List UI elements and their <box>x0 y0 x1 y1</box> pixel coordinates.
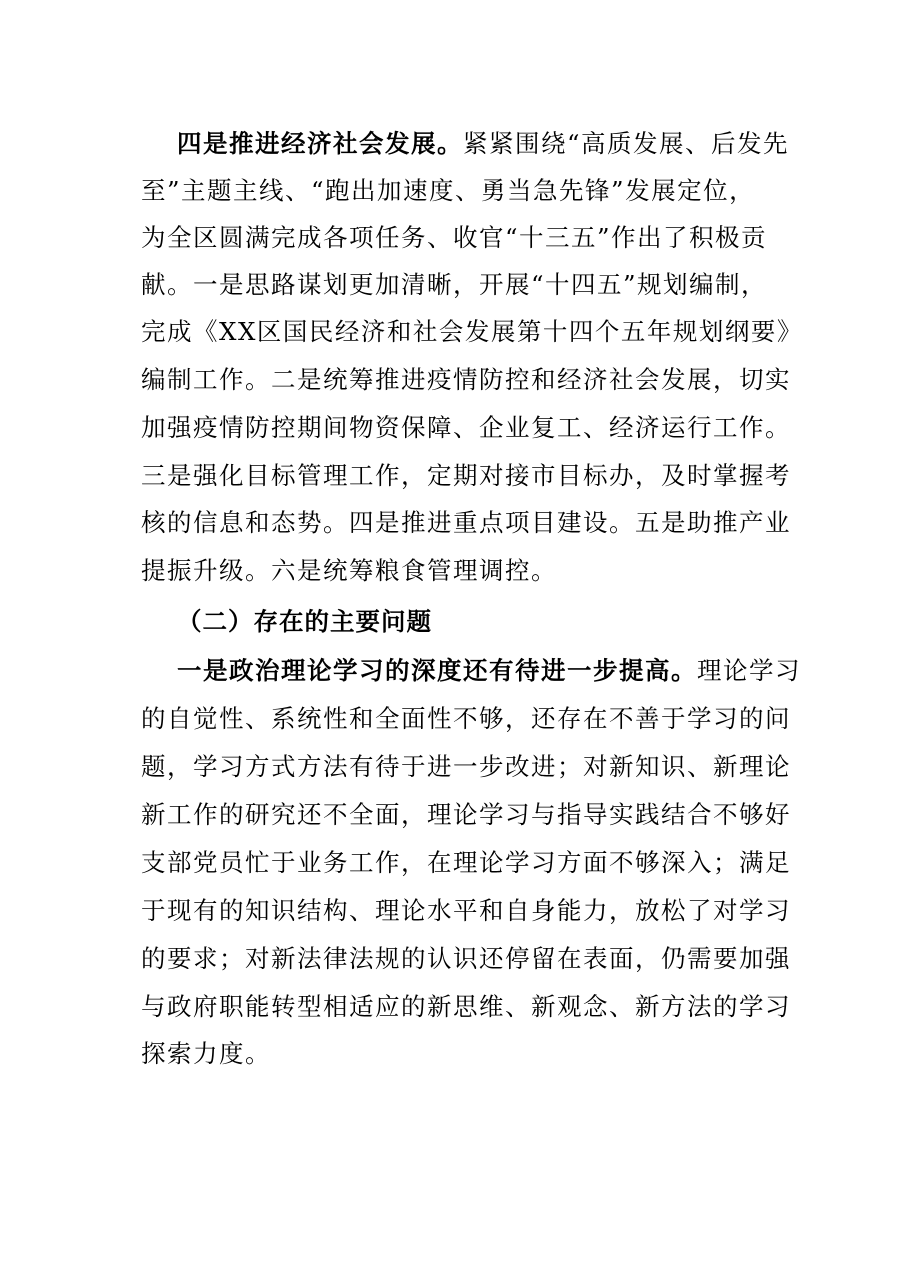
paragraph2-line-5: 支部党员忙于业务工作，在理论学习方面不够深入；满足 <box>141 848 791 877</box>
paragraph1-text-1: 紧紧围绕“高质发展、后发先 <box>463 129 790 158</box>
paragraph1-line-4: 献。一是思路谋划更加清晰，开展“十四五”规划编制， <box>141 270 768 299</box>
paragraph1-line-6: 编制工作。二是统筹推进疫情防控和经济社会发展，切实 <box>141 365 791 394</box>
paragraph2-text-1: 理论学习 <box>697 656 801 685</box>
section-heading: （二）存在的主要问题 <box>177 607 432 636</box>
paragraph2-line-7: 的要求；对新法律法规的认识还停留在表面，仍需要加强 <box>141 944 791 973</box>
paragraph1-line-5: 完成《XX区国民经济和社会发展第十四个五年规划纲要》 <box>141 317 803 346</box>
paragraph2-line-3: 题，学习方式方法有待于进一步改进；对新知识、新理论 <box>141 752 791 781</box>
paragraph2-line-1 <box>177 648 801 694</box>
paragraph1-line-1 <box>177 121 790 167</box>
paragraph1-line-3: 为全区圆满完成各项任务、收官“十三五”作出了积极贡 <box>141 223 768 252</box>
paragraph1-line-7: 加强疫情防控期间物资保障、企业复工、经济运行工作。 <box>141 413 791 442</box>
paragraph1-line-9: 核的信息和态势。四是推进重点项目建设。五是助推产业 <box>141 508 791 537</box>
paragraph1-line-10: 提振升级。六是统筹粮食管理调控。 <box>141 556 557 585</box>
paragraph2-line-9: 探索力度。 <box>141 1039 271 1068</box>
paragraph2-line-6: 于现有的知识结构、理论水平和自身能力，放松了对学习 <box>141 896 791 925</box>
paragraph2-lead: 一是政治理论学习的深度还有待进一步提高。 <box>177 656 697 685</box>
paragraph2-line-2: 的自觉性、系统性和全面性不够，还存在不善于学习的问 <box>141 704 791 733</box>
paragraph1-line-2: 至”主题主线、“跑出加速度、勇当急先锋”发展定位， <box>141 176 756 205</box>
paragraph1-lead: 四是推进经济社会发展。 <box>177 129 463 158</box>
paragraph2-line-8: 与政府职能转型相适应的新思维、新观念、新方法的学习 <box>141 992 791 1021</box>
paragraph2-line-4: 新工作的研究还不全面，理论学习与指导实践结合不够好 <box>141 800 791 829</box>
paragraph1-line-8: 三是强化目标管理工作，定期对接市目标办，及时掌握考 <box>141 461 791 490</box>
